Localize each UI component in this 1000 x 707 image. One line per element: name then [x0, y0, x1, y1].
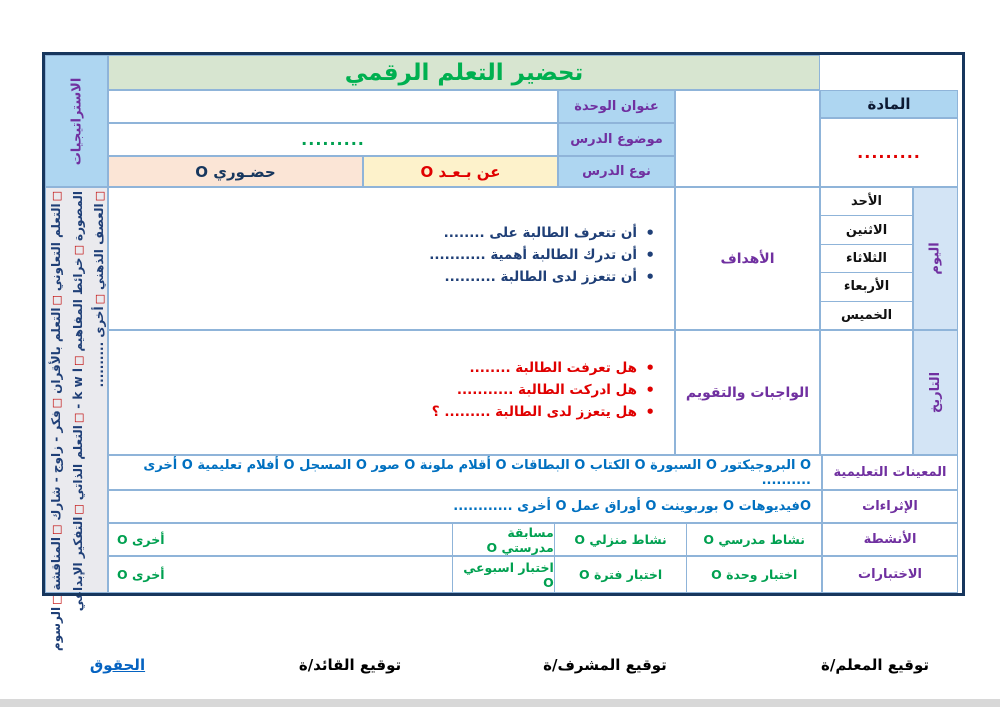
checkbox-icon[interactable]: □ — [71, 412, 84, 424]
strategies-line — [46, 191, 68, 652]
checkbox-icon[interactable]: □ — [49, 191, 63, 202]
page-title: تحضير التعلم الرقمي — [108, 55, 820, 90]
unit-title-input[interactable] — [108, 90, 558, 123]
strategy-option[interactable]: □k w l - — [70, 355, 84, 409]
checkbox-icon[interactable]: □ — [71, 504, 84, 515]
lesson-type-label: نوع الدرس — [558, 156, 675, 187]
checkbox-icon[interactable]: □ — [49, 397, 63, 409]
evaluation-item: • هل يتعزز لدى الطالبة ......... ؟ — [130, 401, 655, 423]
strategy-option[interactable]: □التفكير الإبداعي — [70, 504, 84, 612]
test-unit-option[interactable]: اختبار وحدة O — [686, 557, 821, 592]
checkbox-icon[interactable]: □ — [49, 594, 63, 605]
checkbox-icon[interactable]: □ — [49, 524, 63, 536]
activities-row — [108, 523, 822, 556]
activity-school-option[interactable]: نشاط مدرسي O — [686, 524, 821, 555]
lesson-type-inperson-option[interactable]: حضـوري O — [108, 156, 363, 187]
supervisor-signature-label: توقيع المشرف/ة — [543, 656, 667, 674]
day-monday: الاثنين — [821, 216, 912, 244]
teaching-aids-label: المعينات التعليمية — [822, 455, 958, 490]
days-column — [820, 187, 913, 330]
strategy-option[interactable]: □التعلم الذاتي — [70, 412, 84, 501]
activity-home-option[interactable]: نشاط منزلي O — [554, 524, 687, 555]
lesson-topic-label: موضوع الدرس — [558, 123, 675, 156]
activities-label: الأنشطة — [822, 523, 958, 556]
strategies-line — [89, 191, 111, 589]
day-column-label — [913, 187, 958, 330]
subject-label: المادة — [820, 90, 958, 118]
date-input-cell[interactable] — [820, 330, 913, 455]
enrichments-label: الإثراءات — [822, 490, 958, 523]
strategy-option[interactable]: المصورة — [70, 191, 84, 242]
rights-link[interactable]: الحقوق — [89, 656, 146, 674]
objectives-label: الأهداف — [675, 187, 820, 330]
evaluation-label: الواجبات والتقويم — [675, 330, 820, 455]
evaluation-item: • هل تعرفت الطالبة ........ — [130, 357, 655, 379]
strategy-option[interactable]: □فكر - زاوج - شارك — [48, 397, 63, 521]
day-thursday: الخميس — [821, 302, 912, 329]
strategy-option[interactable]: □الرسوم — [48, 594, 63, 652]
test-weekly-option[interactable]: اختبار اسبوعي O — [452, 557, 554, 592]
subject-value-input[interactable]: ......... — [820, 118, 958, 187]
teaching-aids-options[interactable]: O البروجيكتور O السبورة O الكتاب O البطاقات O أقلام ملونة O صور O المسجل O أفلام تعليمية O أخرى .......... — [108, 455, 822, 490]
strategies-header — [45, 55, 108, 187]
day-wednesday: الأربعاء — [821, 273, 912, 301]
activity-other-option[interactable]: أخرى O — [116, 532, 165, 547]
date-label-text: التاريخ — [928, 371, 944, 414]
checkbox-icon[interactable]: □ — [92, 191, 106, 202]
test-other-option[interactable]: أخرى O — [116, 567, 165, 582]
test-period-option[interactable]: اختبار فترة O — [554, 557, 687, 592]
strategies-header-label: الاستراتيجيات — [69, 77, 84, 165]
tests-row — [108, 556, 822, 593]
strategy-option[interactable]: □أخرى .......... — [91, 294, 106, 388]
objective-item: • أن تتعرف الطالبة على ........ — [130, 222, 655, 244]
activity-competition-option[interactable]: مسابقة مدرستي O — [452, 524, 554, 555]
evaluation-item: • هل ادركت الطالبة ........... — [130, 379, 655, 401]
day-label-text: اليوم — [928, 242, 944, 275]
objectives-list — [130, 222, 655, 288]
strategy-option[interactable]: □التعلم التعاوني — [48, 191, 63, 292]
objective-item: • أن تتعزز لدى الطالبة .......... — [130, 266, 655, 288]
checkbox-icon[interactable]: □ — [92, 294, 106, 305]
evaluation-list — [130, 357, 655, 423]
strategy-option[interactable]: □التعلم بالأقران — [48, 295, 63, 394]
strategies-checkbox-list — [46, 191, 108, 652]
page-bottom-strip — [0, 699, 1000, 707]
leader-signature-label: توقيع القائد/ة — [298, 656, 402, 674]
tests-label: الاختبارات — [822, 556, 958, 593]
strategies-panel — [45, 187, 108, 652]
strategy-option[interactable]: □خرائط المفاهيم — [70, 245, 84, 352]
objective-item: • أن تدرك الطالبة أهمية ........... — [130, 244, 655, 266]
strategy-option[interactable]: □العصف الذهني — [91, 191, 106, 291]
checkbox-icon[interactable]: □ — [49, 295, 63, 306]
unit-title-label: عنوان الوحدة — [558, 90, 675, 123]
day-sunday: الأحد — [821, 188, 912, 216]
checkbox-icon[interactable]: □ — [71, 355, 84, 367]
day-tuesday: الثلاثاء — [821, 245, 912, 273]
date-column-label — [913, 330, 958, 455]
top-empty-cell — [675, 90, 820, 187]
teacher-signature-label: توقيع المعلم/ة — [821, 656, 929, 674]
strategy-option[interactable]: □المناقشة — [48, 524, 63, 591]
checkbox-icon[interactable]: □ — [71, 245, 84, 256]
enrichments-options[interactable]: Oفيديوهات O بوربوينت O أوراق عمل O أخرى ............ — [108, 490, 822, 523]
lesson-type-remote-option[interactable]: عن بـعـد O — [363, 156, 558, 187]
lesson-topic-input[interactable]: ......... — [108, 123, 558, 156]
strategies-line — [67, 191, 89, 612]
